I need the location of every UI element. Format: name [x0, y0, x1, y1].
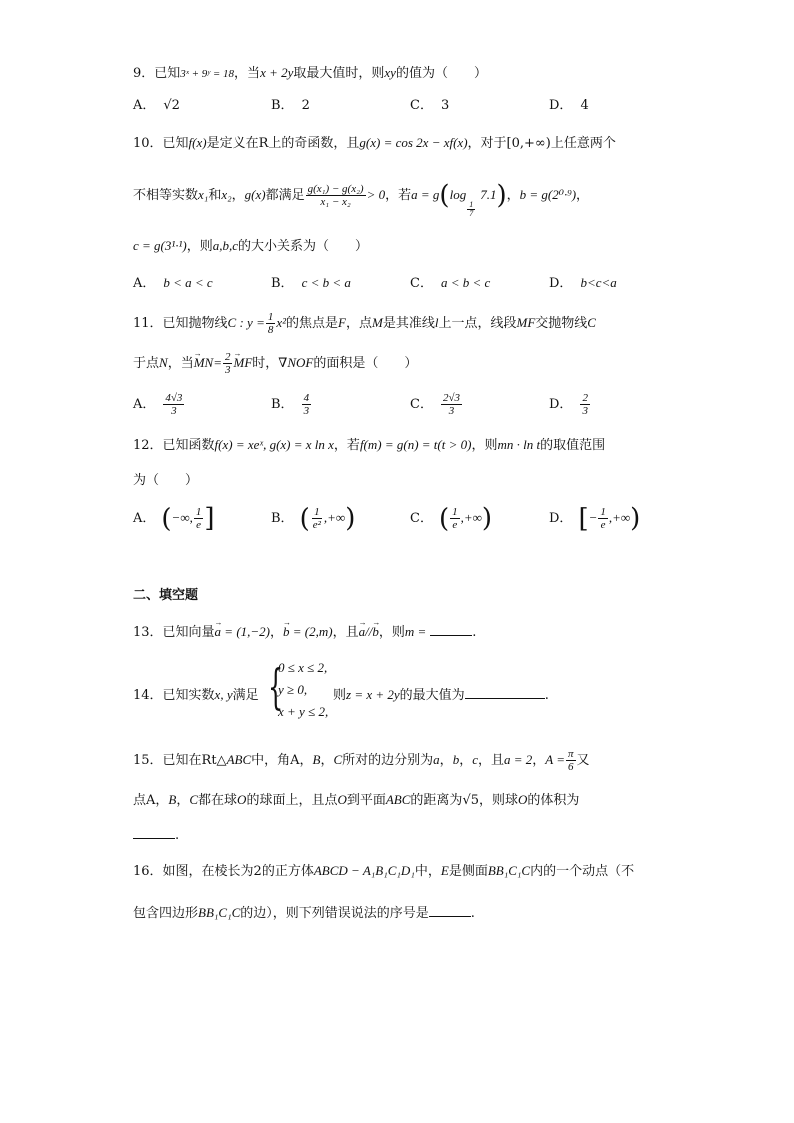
question-14-tail: 则z = x + 2y的最大值为 . — [333, 687, 549, 703]
question-16-line-1: 16．如图，在棱长为2的正方体ABCD − A₁B₁C₁D₁中，E是侧面BB₁C₁C内的一个动点（不 — [133, 863, 635, 879]
q14-answer-blank[interactable] — [465, 686, 545, 699]
q10-log-base: $\frac{1}{7}$ — [469, 200, 474, 218]
q9-text-2: 取最大值时，则 — [293, 66, 385, 81]
question-15-line-3: . — [133, 826, 179, 846]
q12-option-d: D． [− $\frac{1}{e}$ ,+∞) — [549, 503, 641, 534]
q10-option-d: D． b<c<a — [549, 275, 617, 291]
question-10-line-2: 不相等实数x₁和x₂，g(x)都满足 $\frac{\text{g(x₁) − g(x₂)}}{\text{x₁ − x₂}}$ > 0，若a = g(log $\frac{1}{7}$ 7.1)，b = g(2⁰·⁹)， — [133, 180, 590, 218]
q9-option-c: C． 3 — [410, 98, 450, 113]
q15-answer-blank[interactable] — [133, 826, 175, 839]
q9-option-d: D． 4 — [549, 98, 589, 113]
q9-option-a: A． √2 — [133, 98, 180, 113]
question-16-line-2: 包含四边形BB₁C₁C的边），则下列错误说法的序号是 . — [133, 905, 475, 921]
q16-answer-blank[interactable] — [429, 904, 471, 917]
question-13: 13．已知向量→ a = (1,−2)，→ b = (2,m)，且→ a//→ b，则m = . — [133, 622, 476, 643]
question-15-line-2: 点A，B，C都在球O的球面上，且点O到平面ABC的距离为√5，则球O的体积为 — [133, 792, 580, 808]
question-11-line-1: 11．已知抛物线C : y = $\frac{1}{8}$ x²的焦点是F，点M是其准线l上一点，线段MF交抛物线C — [133, 311, 596, 336]
q9-equation: 3ˣ + 9ʸ = 18 — [180, 68, 235, 80]
q9-option-b: B． 2 — [271, 98, 310, 113]
q11-option-c: C． $\frac{2√3}{3}$ — [410, 392, 460, 417]
q13-answer-blank[interactable] — [430, 623, 472, 636]
vector-mn: → MN — [194, 350, 214, 376]
q11-option-b: B． $\frac{4}{3}$ — [271, 392, 310, 417]
q12-option-b: B． ( $\frac{1}{\text{e²}}$ ,+∞) — [271, 503, 356, 534]
q9-expression: x + 2y — [260, 65, 294, 80]
question-12-line-1: 12．已知函数f(x) = xeˣ, g(x) = x ln x，若f(m) = g(n) = t(t > 0)，则mn · ln t的取值范围 — [133, 437, 606, 453]
question-10-line-3: c = g(3¹·¹)，则a,b,c的大小关系为（ ） — [133, 238, 369, 254]
question-15-line-1: 15．已知在Rt△ABC中，角A，B，C所对的边分别为a，b，c，且a = 2，A = $\frac{\pi}{6}$ 又 — [133, 748, 590, 773]
section-heading: 二、填空题 — [133, 588, 199, 603]
vector-mf: → MF — [233, 350, 252, 376]
q10-option-a: A． b < a < c — [133, 275, 213, 291]
q10-difference-quotient: $\frac{\text{g(x₁) − g(x₂)}}{\text{x₁ − x₂}}$ — [307, 183, 364, 208]
q11-option-a: A． $\frac{4√3}{3}$ — [133, 392, 183, 417]
q10-option-b: B． c < b < a — [271, 275, 351, 291]
question-10-line-1: 10．已知f(x)是定义在R上的奇函数，且g(x) = cos 2x − xf(x)，对于[0,+∞)上任意两个 — [133, 135, 616, 151]
left-brace: { — [268, 659, 284, 715]
question-14: 14．已知实数x, y满足 — [133, 687, 259, 703]
q11-option-d: D． $\frac{2}{3}$ — [549, 392, 588, 417]
q10-option-c: C． a < b < c — [410, 275, 491, 291]
q9-prefix: 9．已知 — [133, 66, 181, 81]
q12-option-a: A． (−∞, $\frac{1}{e}$ ] — [133, 503, 215, 534]
question-12-line-2: 为（ ） — [133, 473, 199, 488]
q9-text: ，当 — [234, 66, 261, 81]
question-9 — [133, 63, 487, 84]
q9-tail: 的值为（ ） — [395, 66, 487, 81]
q14-constraint-system: { 0 ≤ x ≤ 2, y ≥ 0, x + y ≤ 2, — [268, 659, 329, 719]
q12-option-c: C． ( $\frac{1}{e}$ ,+∞) — [410, 503, 493, 534]
question-11-line-2: 于点N，当→ MN= $\frac{2}{3}$ → MF时，∇NOF的面积是（ ） — [133, 350, 417, 377]
q9-target: xy — [384, 65, 396, 80]
